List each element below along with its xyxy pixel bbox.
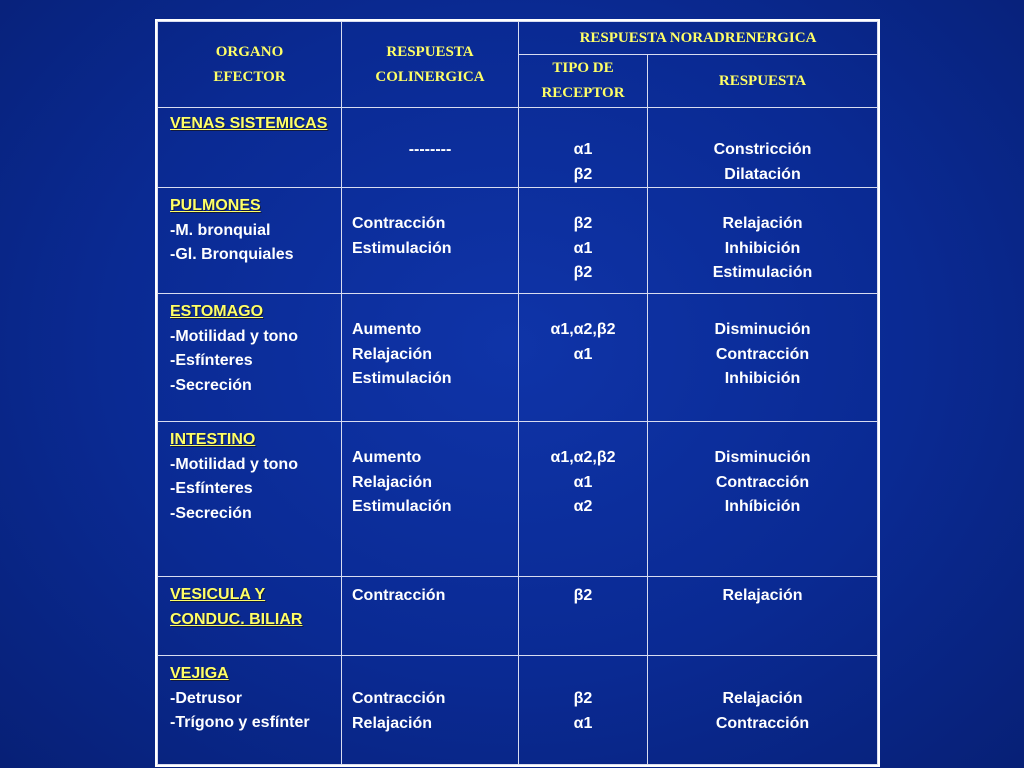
- table-row: [158, 656, 878, 765]
- colinergica-value: Contracción: [352, 690, 446, 707]
- organ-cell: [158, 422, 342, 577]
- respuesta-value: Inhíbición: [724, 498, 801, 515]
- receptor-value: α1: [573, 141, 593, 158]
- colinergica-value: Relajación: [352, 345, 433, 363]
- table-row: [158, 294, 878, 422]
- header-respuesta-noradrenergica: RESPUESTA NORADRENERGICA: [519, 22, 878, 55]
- table-row: [158, 577, 878, 656]
- autonomic-response-table: [157, 21, 878, 765]
- table-row: [158, 188, 878, 294]
- organ-item: -Esfínteres: [170, 352, 253, 369]
- colinergica-cell: [342, 656, 519, 765]
- organ-item: -Motilidad y tono: [170, 327, 298, 345]
- organ-cell: [158, 656, 342, 765]
- organ-title: INTESTINO: [170, 431, 256, 448]
- respuesta-cell: [648, 108, 878, 188]
- receptor-cell: [519, 577, 648, 656]
- receptor-cell: [519, 422, 648, 577]
- organ-title: PULMONES: [170, 197, 261, 214]
- receptor-value: α2: [573, 498, 593, 515]
- colinergica-value: Estimulación: [352, 370, 452, 387]
- respuesta-value: Relajación: [722, 215, 803, 232]
- receptor-cell: [519, 656, 648, 765]
- receptor-value: β2: [573, 165, 593, 183]
- table-row: [158, 422, 878, 577]
- organ-cell: [158, 577, 342, 656]
- header-respuesta-colinergica: [342, 22, 519, 108]
- receptor-value: β2: [573, 587, 593, 604]
- respuesta-value: Contracción: [715, 473, 810, 491]
- respuesta-cell: [648, 422, 878, 577]
- colinergica-cell: [342, 422, 519, 577]
- receptor-value: α1: [573, 239, 593, 257]
- colinergica-value: Aumento: [352, 449, 422, 466]
- header-tipo-line-1: TIPO DE: [552, 60, 614, 76]
- organ-cell: [158, 188, 342, 294]
- organ-item: -Motilidad y tono: [170, 455, 298, 473]
- respuesta-cell: [648, 188, 878, 294]
- respuesta-value: Disminución: [714, 321, 811, 338]
- receptor-value: α1,α2,β2: [550, 321, 616, 338]
- respuesta-value: Dilatación: [724, 165, 801, 183]
- header-respuesta: RESPUESTA: [648, 55, 878, 108]
- header-organo-line-1: ORGANO: [215, 43, 284, 60]
- colinergica-cell: [342, 108, 519, 188]
- organ-title: VENAS SISTEMICAS: [170, 115, 328, 132]
- receptor-value: β2: [573, 215, 593, 232]
- organ-item: -Secreción: [170, 376, 252, 394]
- respuesta-value: Relajación: [722, 587, 803, 604]
- header-colinergica-line-1: RESPUESTA: [386, 43, 474, 60]
- organ-item: -M. bronquial: [170, 221, 271, 239]
- respuesta-cell: [648, 577, 878, 656]
- respuesta-value: Contracción: [715, 714, 810, 732]
- organ-item: -Detrusor: [170, 689, 243, 707]
- colinergica-value: --------: [408, 141, 452, 158]
- colinergica-cell: [342, 294, 519, 422]
- receptor-value: β2: [573, 264, 593, 281]
- header-row-1: [158, 22, 878, 55]
- respuesta-value: Inhibición: [724, 239, 801, 257]
- respuesta-value: Estimulación: [712, 264, 813, 281]
- colinergica-cell: [342, 188, 519, 294]
- respuesta-value: Disminución: [714, 449, 811, 466]
- respuesta-value: Contracción: [715, 345, 810, 363]
- receptor-value: α1: [573, 714, 593, 732]
- colinergica-value: Contracción: [352, 587, 446, 604]
- colinergica-value: Aumento: [352, 321, 422, 338]
- table-row: [158, 108, 878, 188]
- receptor-value: α1,α2,β2: [550, 449, 616, 466]
- header-tipo-line-2: RECEPTOR: [541, 85, 625, 101]
- respuesta-value: Constricción: [713, 141, 812, 158]
- receptor-cell: [519, 294, 648, 422]
- organ-item: -Esfínteres: [170, 480, 253, 497]
- respuesta-cell: [648, 656, 878, 765]
- receptor-value: β2: [573, 690, 593, 707]
- colinergica-cell: [342, 577, 519, 656]
- header-organo-efector: [158, 22, 342, 108]
- header-tipo-receptor: [519, 55, 648, 108]
- header-colinergica-line-2: COLINERGICA: [375, 68, 485, 85]
- colinergica-value: Contracción: [352, 215, 446, 232]
- receptor-value: α1: [573, 473, 593, 491]
- receptor-cell: [519, 108, 648, 188]
- receptor-cell: [519, 188, 648, 294]
- colinergica-value: Estimulación: [352, 498, 452, 515]
- organ-title: VESICULA Y CONDUC. BILIAR: [170, 586, 303, 628]
- organ-item: -Trígono y esfínter: [170, 714, 310, 731]
- header-organo-line-2: EFECTOR: [213, 68, 286, 85]
- respuesta-value: Relajación: [722, 690, 803, 707]
- colinergica-value: Relajación: [352, 714, 433, 732]
- respuesta-value: Inhibición: [724, 370, 801, 387]
- colinergica-value: Relajación: [352, 473, 433, 491]
- receptor-value: α1: [573, 345, 593, 363]
- organ-cell: [158, 108, 342, 188]
- organ-item: -Gl. Bronquiales: [170, 246, 294, 263]
- organ-item: -Secreción: [170, 504, 252, 522]
- respuesta-cell: [648, 294, 878, 422]
- organ-title: VEJIGA: [170, 665, 229, 682]
- colinergica-value: Estimulación: [352, 239, 452, 257]
- organ-title: ESTOMAGO: [170, 303, 264, 320]
- organ-cell: [158, 294, 342, 422]
